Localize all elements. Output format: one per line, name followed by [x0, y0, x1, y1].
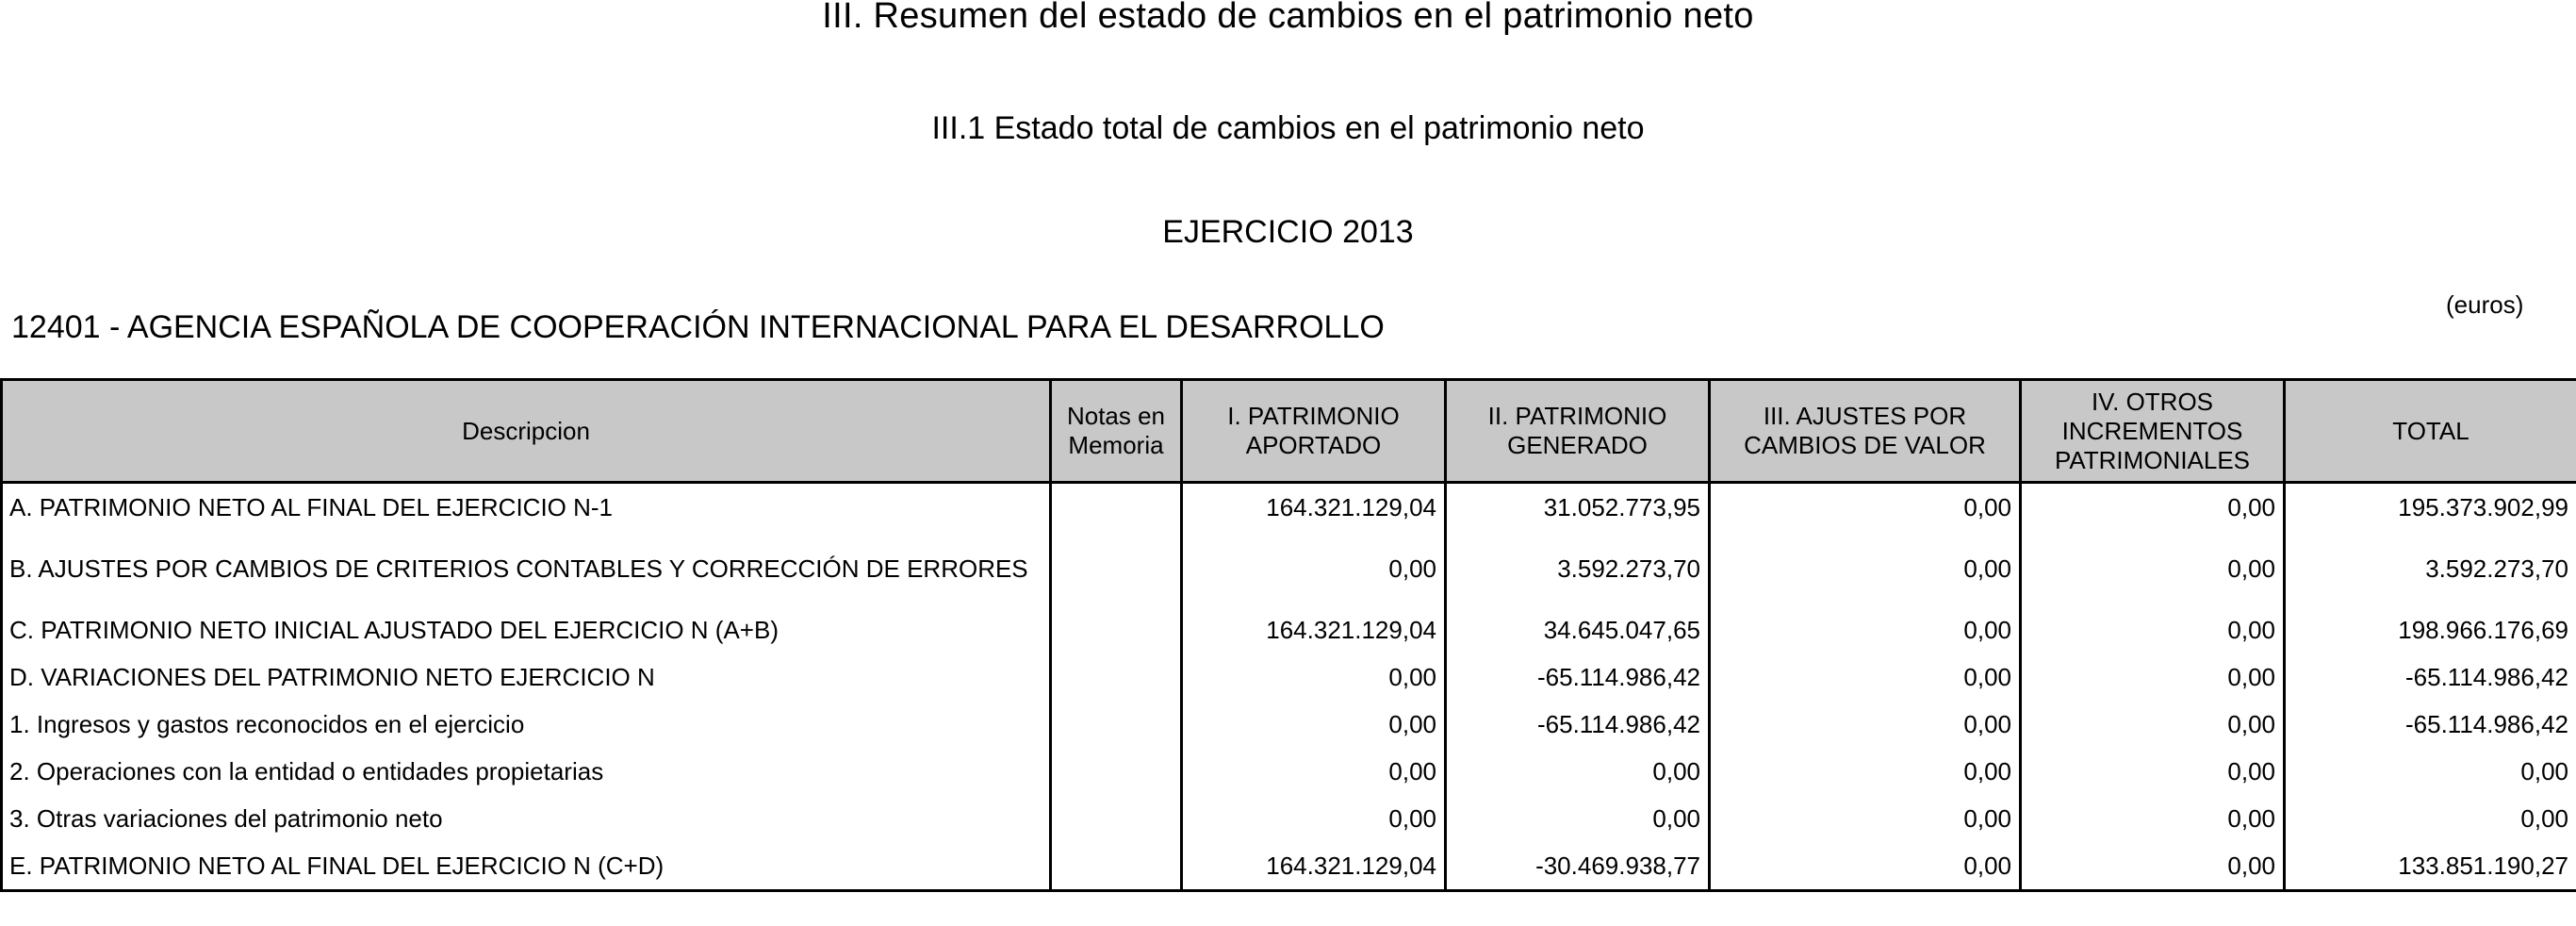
row-description: C. PATRIMONIO NETO INICIAL AJUSTADO DEL EJERCICIO N (A+B)	[2, 606, 1051, 653]
row-aportado: 0,00	[1182, 748, 1446, 795]
row-description: 2. Operaciones con la entidad o entidades propietarias	[2, 748, 1051, 795]
row-total: -65.114.986,42	[2285, 701, 2576, 748]
header-otros-incrementos: IV. OTROS INCREMENTOS PATRIMONIALES	[2021, 380, 2285, 483]
row-ajustes: 0,00	[1710, 795, 2021, 842]
table-row	[2, 483, 2576, 532]
row-generado: 0,00	[1446, 795, 1710, 842]
row-description: 3. Otras variaciones del patrimonio neto	[2, 795, 1051, 842]
row-total: 0,00	[2285, 748, 2576, 795]
row-total: 195.373.902,99	[2285, 483, 2576, 532]
row-generado: 34.645.047,65	[1446, 606, 1710, 653]
row-aportado: 164.321.129,04	[1182, 483, 1446, 532]
row-ajustes: 0,00	[1710, 748, 2021, 795]
row-notes	[1051, 483, 1182, 532]
units-label: (euros)	[2446, 290, 2524, 319]
row-aportado: 164.321.129,04	[1182, 842, 1446, 891]
row-otros: 0,00	[2021, 483, 2285, 532]
row-ajustes: 0,00	[1710, 842, 2021, 891]
header-total: TOTAL	[2285, 380, 2576, 483]
page-subtitle: III.1 Estado total de cambios en el patrimonio neto	[931, 110, 1645, 146]
row-aportado: 0,00	[1182, 795, 1446, 842]
row-notes	[1051, 842, 1182, 891]
row-generado: 3.592.273,70	[1446, 531, 1710, 606]
row-notes	[1051, 701, 1182, 748]
row-notes	[1051, 531, 1182, 606]
row-aportado: 0,00	[1182, 701, 1446, 748]
row-otros: 0,00	[2021, 842, 2285, 891]
entity-name: 12401 - AGENCIA ESPAÑOLA DE COOPERACIÓN INTERNACIONAL PARA EL DESARROLLO	[11, 309, 1385, 345]
row-ajustes: 0,00	[1710, 653, 2021, 701]
row-ajustes: 0,00	[1710, 701, 2021, 748]
table-row	[2, 531, 2576, 606]
row-otros: 0,00	[2021, 795, 2285, 842]
row-aportado: 0,00	[1182, 653, 1446, 701]
page-title: III. Resumen del estado de cambios en el patrimonio neto	[822, 0, 1754, 36]
row-description: B. AJUSTES POR CAMBIOS DE CRITERIOS CONTABLES Y CORRECCIÓN DE ERRORES	[2, 531, 1051, 606]
equity-changes-table	[0, 378, 2576, 892]
row-description: E. PATRIMONIO NETO AL FINAL DEL EJERCICIO N (C+D)	[2, 842, 1051, 891]
row-generado: -65.114.986,42	[1446, 653, 1710, 701]
row-total: 0,00	[2285, 795, 2576, 842]
row-otros: 0,00	[2021, 606, 2285, 653]
row-otros: 0,00	[2021, 748, 2285, 795]
row-otros: 0,00	[2021, 531, 2285, 606]
row-notes	[1051, 795, 1182, 842]
row-ajustes: 0,00	[1710, 606, 2021, 653]
row-description: D. VARIACIONES DEL PATRIMONIO NETO EJERCICIO N	[2, 653, 1051, 701]
row-generado: 31.052.773,95	[1446, 483, 1710, 532]
row-otros: 0,00	[2021, 653, 2285, 701]
row-total: -65.114.986,42	[2285, 653, 2576, 701]
row-aportado: 0,00	[1182, 531, 1446, 606]
row-total: 133.851.190,27	[2285, 842, 2576, 891]
row-aportado: 164.321.129,04	[1182, 606, 1446, 653]
table-row	[2, 795, 2576, 842]
row-description: 1. Ingresos y gastos reconocidos en el ejercicio	[2, 701, 1051, 748]
table-header-row	[2, 380, 2576, 483]
header-ajustes-valor: III. AJUSTES POR CAMBIOS DE VALOR	[1710, 380, 2021, 483]
row-otros: 0,00	[2021, 701, 2285, 748]
table-row	[2, 748, 2576, 795]
header-descripcion: Descripcion	[2, 380, 1051, 483]
table-row	[2, 842, 2576, 891]
row-notes	[1051, 606, 1182, 653]
row-generado: -65.114.986,42	[1446, 701, 1710, 748]
row-notes	[1051, 748, 1182, 795]
row-notes	[1051, 653, 1182, 701]
row-total: 3.592.273,70	[2285, 531, 2576, 606]
header-patrimonio-aportado: I. PATRIMONIO APORTADO	[1182, 380, 1446, 483]
row-description: A. PATRIMONIO NETO AL FINAL DEL EJERCICIO N-1	[2, 483, 1051, 532]
table-row	[2, 606, 2576, 653]
row-ajustes: 0,00	[1710, 483, 2021, 532]
row-ajustes: 0,00	[1710, 531, 2021, 606]
row-total: 198.966.176,69	[2285, 606, 2576, 653]
header-patrimonio-generado: II. PATRIMONIO GENERADO	[1446, 380, 1710, 483]
table-row	[2, 653, 2576, 701]
header-notas: Notas en Memoria	[1051, 380, 1182, 483]
table-row	[2, 701, 2576, 748]
fiscal-year: EJERCICIO 2013	[1162, 214, 1414, 250]
row-generado: -30.469.938,77	[1446, 842, 1710, 891]
row-generado: 0,00	[1446, 748, 1710, 795]
